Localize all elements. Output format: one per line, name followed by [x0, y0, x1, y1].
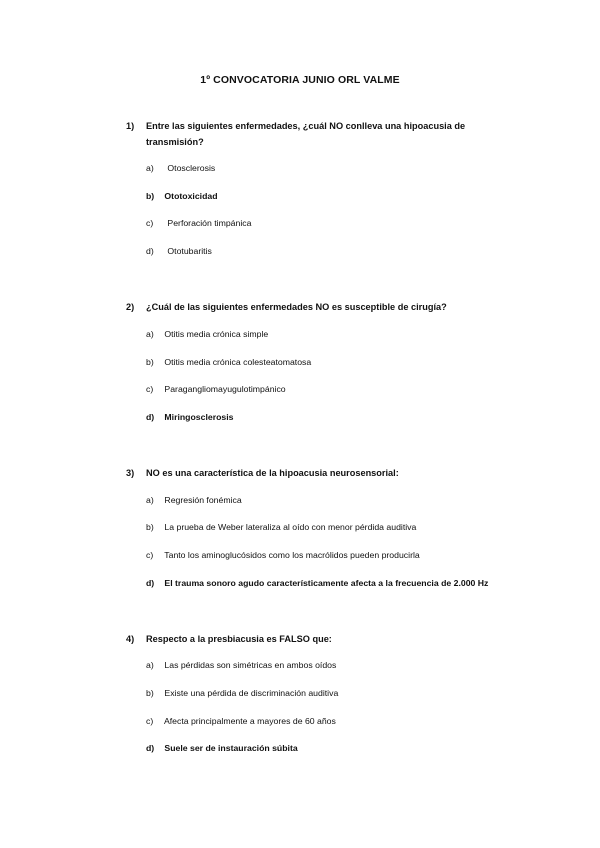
option-4a	[146, 659, 546, 671]
option-3d	[146, 577, 546, 589]
option-text: La prueba de Weber lateraliza al oído con menor pérdida auditiva	[164, 522, 417, 532]
option-4c	[146, 715, 546, 727]
option-text: Otosclerosis	[167, 163, 216, 173]
option-text: El trauma sonoro agudo característicamente afecta a la frecuencia de 2.000 Hz	[164, 578, 489, 588]
option-3c	[146, 549, 546, 561]
option-letter: a)	[146, 329, 154, 339]
option-3a	[146, 494, 546, 506]
option-text: Otitis media crónica simple	[164, 329, 269, 339]
question-number: 1)	[126, 121, 135, 131]
question-1	[126, 118, 526, 150]
option-letter: c)	[146, 218, 154, 228]
question-text: NO es una característica de la hipoacusia neurosensorial:	[146, 468, 399, 478]
question-number: 4)	[126, 634, 135, 644]
option-text: Paragangliomayugulotimpánico	[164, 384, 286, 394]
option-text: Tanto los aminoglucósidos como los macrólidos pueden producirla	[164, 550, 420, 560]
option-letter: d)	[146, 246, 154, 256]
option-2b	[146, 356, 546, 368]
question-text-continued: transmisión?	[146, 137, 204, 147]
option-3b	[146, 521, 546, 533]
option-text: Ototoxicidad	[164, 191, 218, 201]
option-letter: a)	[146, 495, 154, 505]
question-2	[126, 299, 526, 315]
page-title: 1º CONVOCATORIA JUNIO ORL VALME	[200, 74, 400, 86]
option-text: Otitis media crónica colesteatomatosa	[164, 357, 312, 367]
option-text: Regresión fonémica	[164, 495, 242, 505]
option-letter: d)	[146, 578, 155, 588]
option-1d	[146, 245, 546, 257]
option-2c	[146, 383, 546, 395]
option-letter: b)	[146, 357, 154, 367]
option-letter: c)	[146, 550, 154, 560]
option-letter: d)	[146, 743, 155, 753]
option-text: Afecta principalmente a mayores de 60 años	[163, 716, 336, 726]
question-text: Respecto a la presbiacusia es FALSO que:	[146, 634, 332, 644]
option-letter: b)	[146, 688, 154, 698]
option-text: Perforación timpánica	[167, 218, 252, 228]
option-text: Miringosclerosis	[164, 412, 234, 422]
option-1a	[146, 162, 546, 174]
option-text: Suele ser de instauración súbita	[164, 743, 298, 753]
option-2d	[146, 411, 546, 423]
question-3	[126, 465, 526, 481]
option-letter: c)	[146, 716, 154, 726]
option-text: Ototubaritis	[167, 246, 212, 256]
option-letter: b)	[146, 191, 155, 201]
question-4	[126, 631, 526, 647]
option-letter: d)	[146, 412, 155, 422]
option-4d	[146, 742, 546, 754]
question-number: 2)	[126, 302, 135, 312]
question-text: Entre las siguientes enfermedades, ¿cuál NO conlleva una hipoacusia de	[146, 121, 466, 131]
question-text: ¿Cuál de las siguientes enfermedades NO es susceptible de cirugía?	[146, 302, 447, 312]
option-2a	[146, 328, 546, 340]
option-letter: c)	[146, 384, 154, 394]
option-text: Las pérdidas son simétricas en ambos oídos	[164, 660, 337, 670]
option-4b	[146, 687, 546, 699]
option-letter: a)	[146, 660, 154, 670]
option-1c	[146, 217, 546, 229]
option-text: Existe una pérdida de discriminación auditiva	[164, 688, 339, 698]
option-letter: b)	[146, 522, 154, 532]
question-number: 3)	[126, 468, 135, 478]
option-letter: a)	[146, 163, 154, 173]
option-1b	[146, 190, 546, 202]
